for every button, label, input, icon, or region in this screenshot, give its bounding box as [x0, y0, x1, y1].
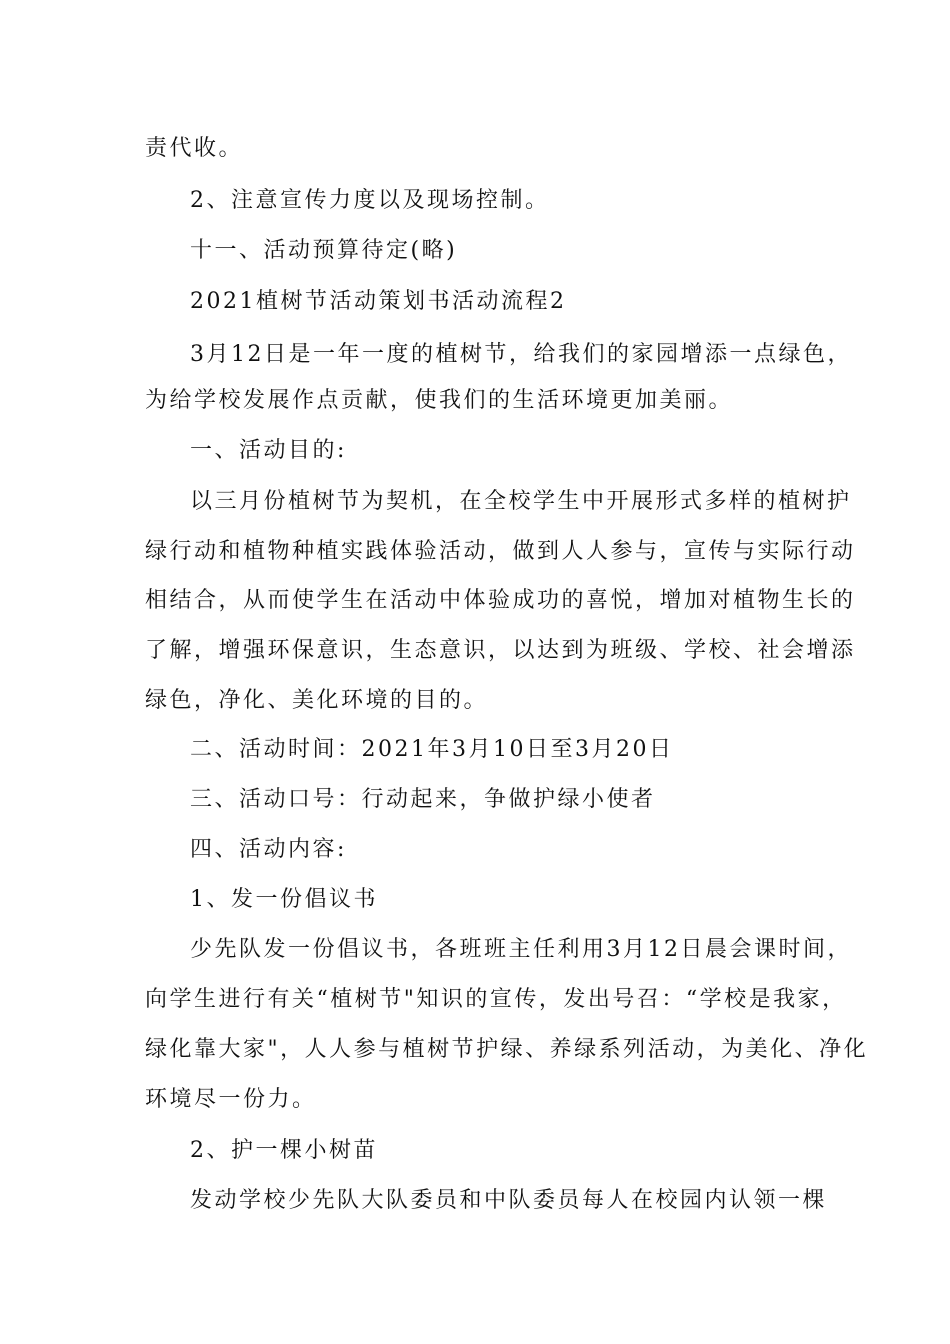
section-heading: 三、活动口号：行动起来，争做护绿小使者 — [190, 787, 656, 812]
section-heading: 二、活动时间：2021年3月10日至3月20日 — [190, 737, 674, 762]
text-line: 绿行动和植物种植实践体验活动，做到人人参与，宣传与实际行动 — [145, 539, 856, 564]
text-line: 3月12日是一年一度的植树节，给我们的家园增添一点绿色， — [190, 342, 852, 367]
text-line: 责代收。 — [145, 136, 244, 161]
text-line: 为给学校发展作点贡献，使我们的生活环境更加美丽。 — [145, 388, 734, 413]
document-title: 2021植树节活动策划书活动流程2 — [190, 289, 567, 314]
text-line: 向学生进行有关“植树节"知识的宣传，发出号召：“学校是我家， — [145, 987, 847, 1012]
section-heading: 一、活动目的: — [190, 438, 347, 463]
text-line: 2、注意宣传力度以及现场控制。 — [190, 188, 550, 213]
subsection-heading: 2、护一棵小树苗 — [190, 1138, 378, 1163]
text-line: 发动学校少先队大队委员和中队委员每人在校园内认领一棵 — [190, 1188, 828, 1213]
text-line: 了解，增强环保意识，生态意识，以达到为班级、学校、社会增添 — [145, 638, 856, 663]
text-line: 以三月份植树节为契机，在全校学生中开展形式多样的植树护 — [190, 489, 852, 514]
section-heading: 四、活动内容: — [190, 837, 347, 862]
text-line: 绿化靠大家"，人人参与植树节护绿、养绿系列活动，为美化、净化 — [145, 1037, 869, 1062]
text-line: 少先队发一份倡议书，各班班主任利用3月12日晨会课时间， — [190, 937, 852, 962]
section-heading: 十一、活动预算待定(略) — [190, 238, 458, 263]
text-line: 环境尽一份力。 — [145, 1087, 317, 1112]
text-line: 相结合，从而使学生在活动中体验成功的喜悦，增加对植物生长的 — [145, 588, 856, 613]
text-line: 绿色，净化、美化环境的目的。 — [145, 688, 489, 713]
subsection-heading: 1、发一份倡议书 — [190, 887, 378, 912]
